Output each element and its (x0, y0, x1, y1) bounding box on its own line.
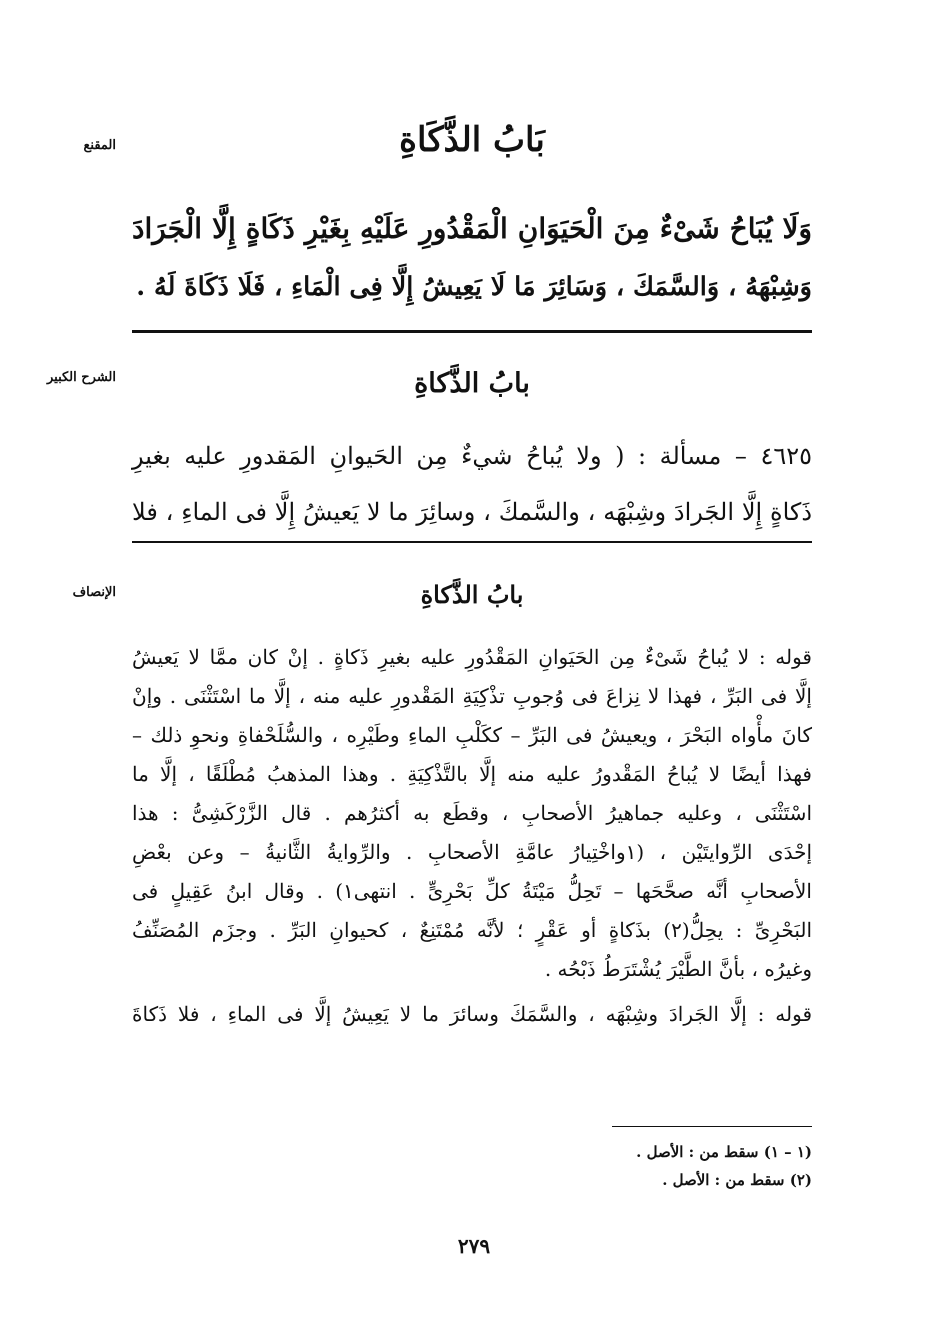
sharh-title: بابُ الذَّكاةِ (414, 368, 530, 399)
side-label-muqni: المقنع (83, 138, 116, 153)
footnotes (636, 1138, 812, 1194)
insaf-line: الأصحابِ أنَّه صحَّحَها – تَحِلُّ مَيْتَةُ كلِّ بَحْرِىٍّ . انتهى١) . وقال ابنُ عَقِيلٍ فى (132, 879, 812, 903)
insaf-line: فهذا أيضًا لا يُباحُ المَقْدورُ عليه منه إلَّا بالتَّذْكِيَةِ . وهذا المذهبُ مُطْلَقًا ، إلَّا ما (132, 762, 812, 786)
insaf-line: البَحْرِىِّ : يحِلُّ(٢) بذَكاةٍ أو عَقْرٍ ؛ لأنَّه مُمْتَنِعٌ ، كحيوانِ البَرِّ . وجزَم المُصَنِّفُ (132, 918, 813, 942)
muqni-line: وَشِبْهَهُ ، وَالسَّمَكَ ، وَسَائِرَ مَا لَا يَعِيشُ إِلَّا فِى الْمَاءِ ، فَلَا ذَكَاةَ لَهُ . (136, 272, 812, 302)
side-label-insaf: الإنصاف (72, 585, 116, 600)
insaf-line: اسْتَثْنَى ، وعليه جماهيرُ الأصحابِ ، وقطَع به أكثرُهم . قال الزَّرْكَشِىُّ : هذا (132, 801, 812, 825)
footnote: (٢) سقط من : الأصل . (662, 1171, 812, 1189)
insaf-line: قوله : لا يُباحُ شَىْءٌ مِن الحَيَوانِ المَقْدُورِ عليه بغيرِ ذَكاةٍ . إنْ كان ممَّا لا يَعيشُ (132, 645, 812, 669)
side-label-sharh: الشرح الكبير (46, 370, 116, 385)
insaf-line: إلَّا فى البَرِّ ، فهذا لا نِزاعَ فى وُجوبِ تذْكِيَةِ المَقْدورِ عليه منه ، إلَّا ما اسْتَثْنَى . وإنْ (132, 684, 812, 708)
sharh-section (132, 358, 812, 540)
insaf-line: كانَ مأْواه البَحْرَ ، ويعيشُ فى البَرِّ – ككَلْبِ الماءِ وطَيْرِه ، والسُّلَحْفاةِ ونحوِ ذلك – (132, 723, 812, 747)
insaf-line: قوله : إلَّا الجَرادَ وشِبْهَه ، والسَّمَكَ وسائرَ ما لا يَعِيشُ إلَّا فى الماءِ ، فلا ذَكاةَ (132, 1002, 812, 1026)
footnote: (١ – ١) سقط من : الأصل . (636, 1143, 812, 1161)
section-divider-thin (132, 541, 812, 543)
sharh-line: ذَكاةٍ إِلَّا الجَرادَ وشِبْهَه ، والسَّمكَ ، وسائِرَ ما لا يَعيشُ إِلَّا فى الماءِ ، فلا (132, 498, 813, 526)
muqni-line: وَلَا يُبَاحُ شَىْءٌ مِنَ الْحَيَوَانِ الْمَقْدُورِ عَلَيْهِ بِغَيْرِ ذَكَاةٍ إِلَّا الْجَرَادَ (132, 212, 812, 245)
page-number: ٢٧٩ (457, 1234, 491, 1258)
insaf-line: وغيرُه ، بأنَّ الطَّيْرَ يُشْتَرَطُ ذَبْحُه . (544, 957, 812, 981)
sharh-line: ٤٦٢٥ – مسألة : ( ولا يُباحُ شيءٌ مِن الحَيوانِ المَقدورِ عليه بغيرِ (132, 442, 812, 470)
insaf-section (132, 572, 812, 1034)
footnote-divider (612, 1126, 812, 1127)
muqni-section (132, 110, 812, 316)
insaf-title: بابُ الذَّكاةِ (420, 580, 524, 609)
muqni-title: بَابُ الذَّكَاةِ (399, 120, 545, 160)
section-divider-thick (132, 330, 812, 333)
insaf-line: إحْدَى الرِّوايتَيْن ، (١واخْتِيارُ عامَّةِ الأصحابِ . والرِّوايةُ الثَّانيةُ – وعن بعْضِ (132, 840, 812, 864)
